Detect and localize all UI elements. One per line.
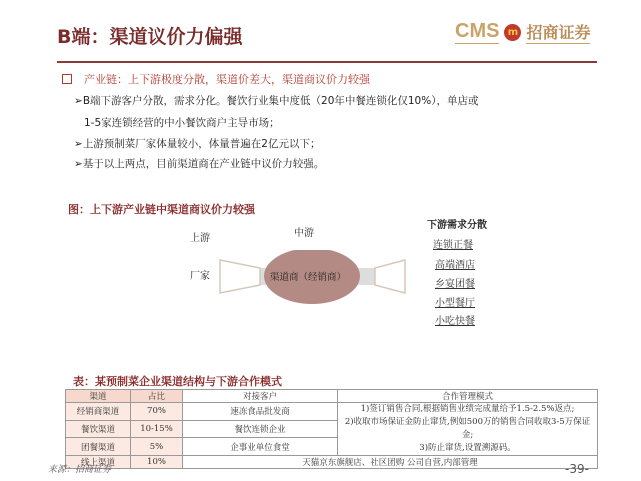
downstream-item: 高端酒店 — [435, 260, 475, 271]
cell: 5% — [131, 438, 183, 456]
header-cell: 合作管理模式 — [338, 390, 598, 403]
cms-logo — [455, 20, 590, 44]
upstream-label: 上游 — [190, 233, 210, 244]
mode-line: 3)防止窜货,设置溯源码。 — [419, 443, 516, 453]
header-cell: 占比 — [131, 390, 183, 403]
source-note: 来源：招商证券 — [48, 465, 112, 475]
cell: 速冻食品批发商 — [183, 403, 338, 421]
logo-cn: 招商证券 — [526, 20, 590, 44]
table-caption: 表：某预制菜企业渠道结构与下游合作模式 — [73, 375, 282, 388]
manufacturer-label: 厂家 — [190, 271, 210, 282]
merged-mode-cell — [338, 403, 598, 456]
page-title: B端：渠道议价力偏强 — [57, 26, 243, 48]
figure-caption: 图：上下游产业链中渠道商议价力较强 — [68, 203, 255, 216]
midstream-label: 中游 — [294, 228, 314, 239]
downstream-title: 下游需求分散 — [427, 220, 487, 231]
title-divider — [57, 61, 597, 63]
channel-table — [65, 389, 598, 469]
cell: 团餐渠道 — [66, 438, 131, 456]
table-row — [66, 456, 598, 469]
section-heading — [62, 71, 370, 87]
cell: 10% — [131, 456, 183, 469]
cell: 天猫京东旗舰店、社区团购 公司自营,内部管理 — [183, 456, 598, 469]
bullet-text: 上游预制菜厂家体量较小，体量普遍在2亿元以下； — [82, 138, 321, 150]
logo-text: CMS — [455, 20, 500, 42]
header-cell: 渠道 — [66, 390, 131, 403]
downstream-item: 小型餐厅 — [435, 298, 475, 309]
table-row — [66, 403, 598, 421]
right-funnel — [375, 260, 405, 293]
left-funnel — [220, 260, 260, 293]
cell: 餐饮连锁企业 — [183, 420, 338, 438]
downstream-item: 乡宴团餐 — [435, 279, 475, 290]
cell: 10-15% — [131, 420, 183, 438]
bullet-3: ➢基于以上两点，目前渠道商在产业链中议价力较强。 — [74, 158, 325, 170]
header-cell: 对接客户 — [183, 390, 338, 403]
page-number: -39- — [565, 462, 589, 476]
bullet-2: ➢上游预制菜厂家体量较小，体量普遍在2亿元以下； — [74, 138, 321, 150]
bullet-1: ➢B端下游客户分散，需求分化。餐饮行业集中度低（20年中餐连锁化仅10%），单店或 — [74, 95, 479, 107]
downstream-item: 连锁正餐 — [433, 240, 473, 251]
mode-line: 1)签订销售合同,根据销售业绩完成量给予1.5-2.5%返点; — [360, 404, 575, 414]
cell: 餐饮渠道 — [66, 420, 131, 438]
cell: 线上渠道 — [66, 456, 131, 469]
distributor-label: 渠道商（经销商） — [270, 272, 347, 283]
section-heading-text: 产业链：上下游极度分散，渠道价差大，渠道商议价力较强 — [84, 73, 370, 86]
downstream-item: 小吃快餐 — [435, 316, 475, 327]
bullet-text: B端下游客户分散，需求分化。餐饮行业集中度低（20年中餐连锁化仅10%），单店或 — [82, 95, 479, 107]
cell: 经销商渠道 — [66, 403, 131, 421]
table-header-row — [66, 390, 598, 403]
cell: 企事业单位食堂 — [183, 438, 338, 456]
square-bullet-icon — [62, 74, 72, 84]
bullet-text: 基于以上两点，目前渠道商在产业链中议价力较强。 — [82, 158, 325, 170]
bullet-1-cont: 1-5家连锁经营的中小餐饮商户主导市场； — [84, 117, 280, 129]
cell: 70% — [131, 403, 183, 421]
mode-line: 2)收取市场保证金防止窜货,例如500万的销售合同收取3-5万保证金; — [344, 417, 591, 440]
logo-icon: m — [504, 24, 521, 41]
